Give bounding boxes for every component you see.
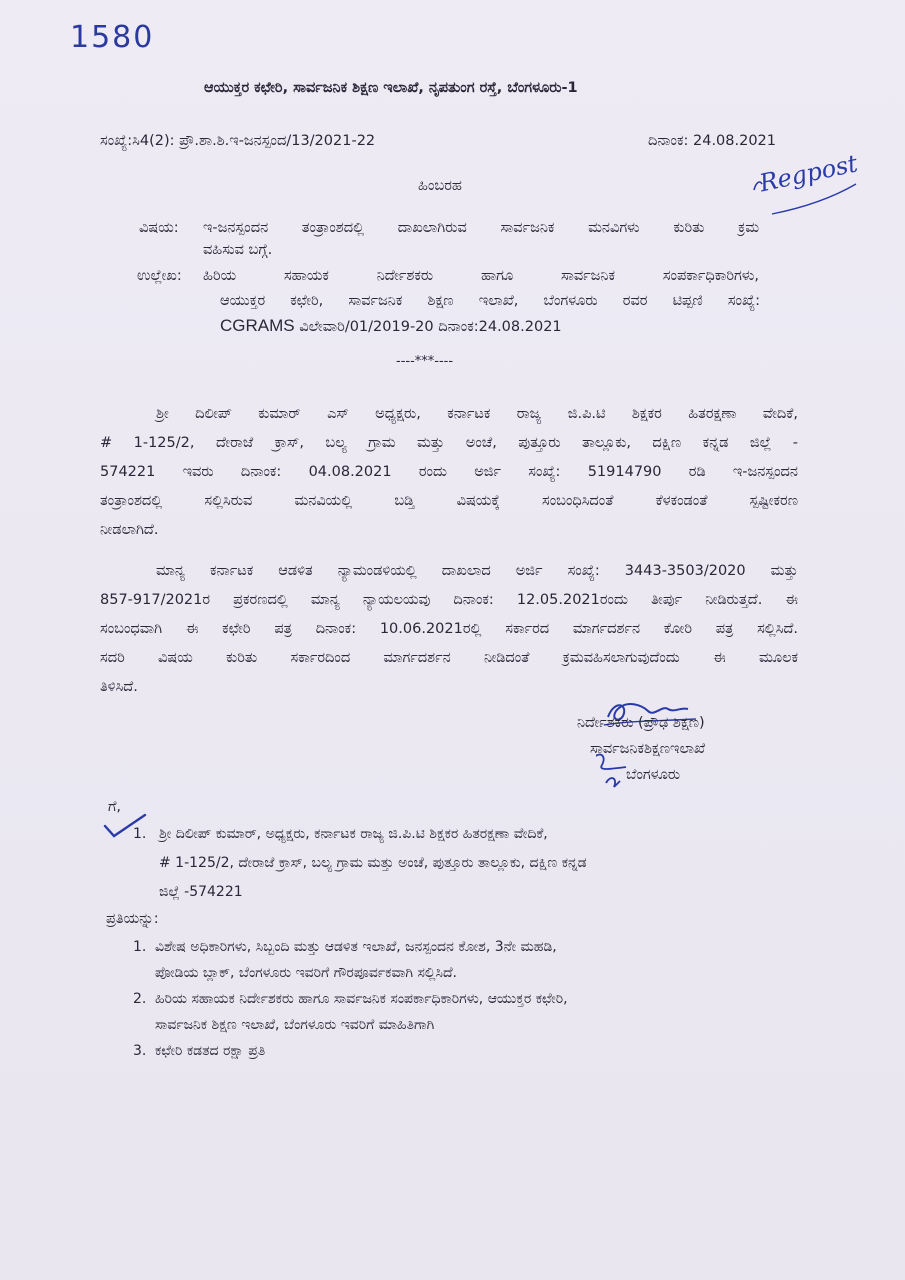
recipient-line: ಜಿಲ್ಲೆ -574221 [159,884,243,900]
reference-label: ಉಲ್ಲೇಖ: [137,268,182,284]
subject-label: ವಿಷಯ: [139,220,179,236]
copy-number: 2. [133,991,147,1007]
regpost-underline-icon [752,178,862,218]
paragraph-line: ಮಾನ್ಯ ಕರ್ನಾಟಕ ಆಡಳಿತ ನ್ಯಾಮಂಡಳಿಯಲ್ಲಿ ದಾಖಲಾದ ಅರ್ಜಿ ಸಂಖ್ಯೆ: 3443-3503/2020 ಮತ್ತು [156,563,798,579]
subject-text-line2: ವಹಿಸುವ ಬಗ್ಗೆ. [203,242,273,258]
signatory-designation: ನಿರ್ದೇಶಕರು (ಪ್ರೌಢ ಶಿಕ್ಷಣ) [577,715,705,731]
subject-text: ಇ-ಜನಸ್ಪಂದನ ತಂತ್ರಾಂಶದಲ್ಲಿ ದಾಖಲಾಗಿರುವ ಸಾರ್ವಜನಿಕ ಮನವಿಗಳು ಕುರಿತು ಕ್ರಮ [203,220,759,236]
paragraph-line: ಸಂಬಂಧವಾಗಿ ಈ ಕಛೇರಿ ಪತ್ರ ದಿನಾಂಕ: 10.06.2021ರಲ್ಲಿ ಸರ್ಕಾರದ ಮಾರ್ಗದರ್ಶನ ಕೋರಿ ಪತ್ರ ಸಲ್ಲಿಸಿದೆ. [100,621,798,637]
recipient-lines [159,820,587,907]
paragraph-line: 857-917/2021ರ ಪ್ರಕರಣದಲ್ಲಿ ಮಾನ್ಯ ನ್ಯಾಯಲಯವು ದಿನಾಂಕ: 12.05.2021ರಂದು ತೀರ್ಪು ನೀಡಿರುತ್ತದೆ. ಈ [100,592,798,608]
separator: ----***---- [396,354,454,369]
handwritten-page-number: 1580 [70,20,155,55]
reference-line1: ಹಿರಿಯ ಸಹಾಯಕ ನಿರ್ದೇಶಕರು ಹಾಗೂ ಸಾರ್ವಜನಿಕ ಸಂಪರ್ಕಾಧಿಕಾರಿಗಳು, [203,268,759,284]
copy-number: 1. [133,939,147,955]
paragraph-line: ತಂತ್ರಾಂಶದಲ್ಲಿ ಸಲ್ಲಿಸಿರುವ ಮನವಿಯಲ್ಲಿ ಬಡ್ತಿ ವಿಷಯಕ್ಕೆ ಸಂಬಂಧಿಸಿದಂತೆ ಕೆಳಕಂಡಂತೆ ಸ್ಪಷ್ಟೀಕರಣ [100,493,798,509]
paragraph-line: ಶ್ರೀ ದಿಲೀಪ್ ಕುಮಾರ್ ಎಸ್ ಅಧ್ಯಕ್ಷರು, ಕರ್ನಾಟಕ ರಾಜ್ಯ ಜಿ.ಪಿ.ಟಿ ಶಿಕ್ಷಕರ ಹಿತರಕ್ಷಣಾ ವೇದಿಕೆ, [156,406,798,422]
copy-line: ಕಛೇರಿ ಕಡತದ ರಕ್ಷಾ ಪ್ರತಿ [155,1043,266,1059]
recipient-number: 1. [133,826,147,842]
reference-line3-rest: ವಿಲೇವಾರಿ/01/2019-20 ದಿನಾಂಕ:24.08.2021 [294,319,562,335]
recipient-line: ಶ್ರೀ ದಿಲೀಪ್ ಕುಮಾರ್, ಅಧ್ಯಕ್ಷರು, ಕರ್ನಾಟಕ ರಾಜ್ಯ ಜಿ.ಪಿ.ಟಿ ಶಿಕ್ಷಕರ ಹಿತರಕ್ಷಣಾ ವೇದಿಕೆ, [159,826,548,842]
copies-label: ಪ್ರತಿಯನ್ನು: [106,911,159,927]
reference-line3 [220,316,562,337]
copy-lines [155,986,568,1038]
copy-line: ಹಿರಿಯ ಸಹಾಯಕ ನಿರ್ದೇಶಕರು ಹಾಗೂ ಸಾರ್ವಜನಿಕ ಸಂಪರ್ಕಾಧಿಕಾರಿಗಳು, ಆಯುಕ್ತರ ಕಛೇರಿ, [155,991,568,1007]
body-paragraph-2 [100,557,798,702]
signatory-department: ಸಾರ್ವಜನಿಕಶಿಕ್ಷಣಇಲಾಖೆ [590,741,706,757]
reference-number: ಸಂಖ್ಯೆ:ಸಿ4(2): ಪ್ರೌ.ಶಾ.ಶಿ.ಇ-ಜನಸ್ಪಂದ/13/2021-22 [100,133,376,149]
copy-number: 3. [133,1043,147,1059]
letter-date: ದಿನಾಂಕ: 24.08.2021 [648,133,777,149]
paragraph-line: ನೀಡಲಾಗಿದೆ. [100,522,159,538]
paragraph-line: 574221 ಇವರು ದಿನಾಂಕ: 04.08.2021 ರಂದು ಅರ್ಜಿ ಸಂಖ್ಯೆ: 51914790 ರಡಿ ಇ-ಜನಸ್ಪಂದನ [100,464,798,480]
paragraph-line: ಸದರಿ ವಿಷಯ ಕುರಿತು ಸರ್ಕಾರದಿಂದ ಮಾರ್ಗದರ್ಶನ ನೀಡಿದಂತೆ ಕ್ರಮವಹಿಸಲಾಗುವುದೆಂದು ಈ ಮೂಲಕ [100,650,798,666]
copy-line: ಸಾರ್ವಜನಿಕ ಶಿಕ್ಷಣ ಇಲಾಖೆ, ಬೆಂಗಳೂರು ಇವರಿಗೆ ಮಾಹಿತಿಗಾಗಿ [155,1017,435,1033]
cgrams-code: CGRAMS [220,316,295,335]
copy-line: ಪೋಡಿಯ ಬ್ಲಾಕ್, ಬೆಂಗಳೂರು ಇವರಿಗೆ ಗೌರಪೂರ್ವಕವಾಗಿ ಸಲ್ಲಿಸಿದೆ. [155,965,457,981]
signatory-city: ಬೆಂಗಳೂರು [626,767,681,783]
letter-type: ಹಿಂಬರಹ [418,178,462,194]
body-paragraph-1 [100,400,798,545]
paragraph-line: ತಿಳಿಸಿದೆ. [100,679,138,695]
office-header: ಆಯುಕ್ತರ ಕಛೇರಿ, ಸಾರ್ವಜನಿಕ ಶಿಕ್ಷಣ ಇಲಾಖೆ, ನೃಪತುಂಗ ರಸ್ತೆ, ಬೆಂಗಳೂರು-1 [204,80,578,96]
copy-lines [155,934,557,986]
handwritten-regpost: Regpost [757,149,861,198]
recipient-line: # 1-125/2, ದೇರಾಜೆ ಕ್ರಾಸ್, ಬಲ್ಯ ಗ್ರಾಮ ಮತ್ತು ಅಂಚೆ, ಪುತ್ತೂರು ತಾಲ್ಲೂಕು, ದಕ್ಷಿಣ ಕನ್ನಡ [159,855,587,871]
paragraph-line: # 1-125/2, ದೇರಾಜೆ ಕ್ರಾಸ್, ಬಲ್ಯ ಗ್ರಾಮ ಮತ್ತು ಅಂಚೆ, ಪುತ್ತೂರು ತಾಲ್ಲೂಕು, ದಕ್ಷಿಣ ಕನ್ನಡ ಜಿಲ್ಲೆ - [100,435,798,451]
reference-line2: ಆಯುಕ್ತರ ಕಛೇರಿ, ಸಾರ್ವಜನಿಕ ಶಿಕ್ಷಣ ಇಲಾಖೆ, ಬೆಂಗಳೂರು ರವರ ಟಿಪ್ಪಣಿ ಸಂಖ್ಯೆ: [220,293,760,309]
copy-line: ವಿಶೇಷ ಅಧಿಕಾರಿಗಳು, ಸಿಬ್ಬಂದಿ ಮತ್ತು ಆಡಳಿತ ಇಲಾಖೆ, ಜನಸ್ಪಂದನ ಕೋಶ, 3ನೇ ಮಹಡಿ, [155,939,557,955]
copy-lines [155,1038,265,1064]
to-label: ಗೆ, [108,799,122,815]
